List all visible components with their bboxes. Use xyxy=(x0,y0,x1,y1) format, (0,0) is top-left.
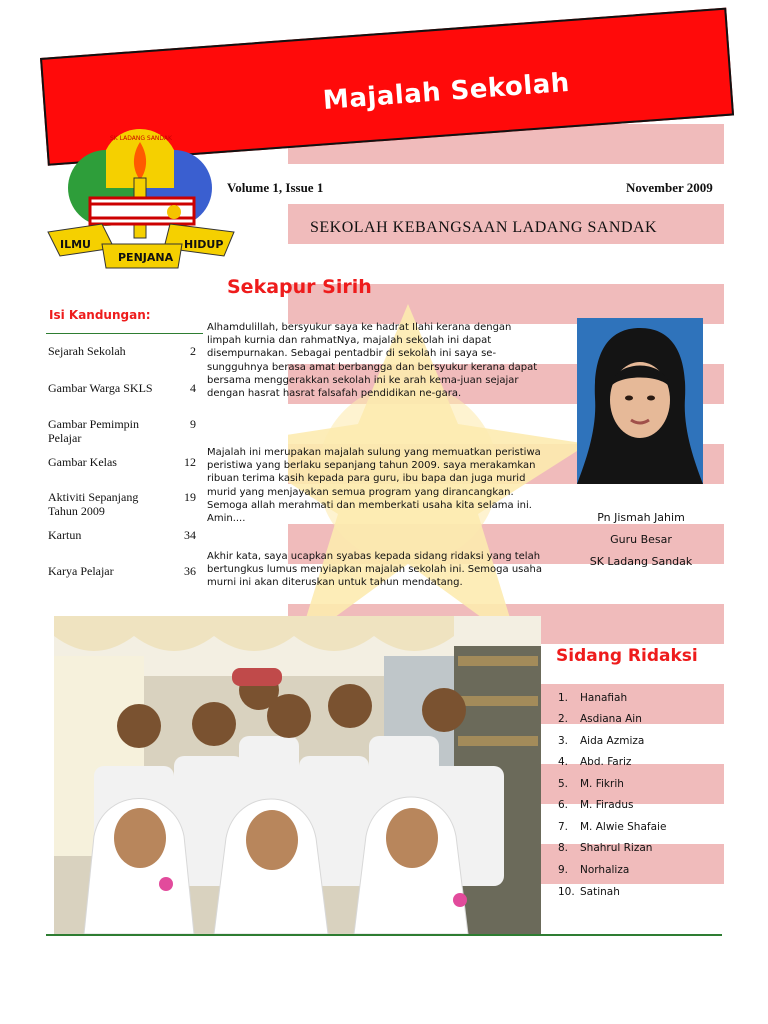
list-item xyxy=(558,821,666,833)
sekapur-heading: Sekapur Sirih xyxy=(227,276,372,298)
school-logo xyxy=(44,128,240,274)
list-item xyxy=(558,692,627,704)
list-item xyxy=(558,886,620,898)
list-item-number: 8. xyxy=(558,842,569,854)
list-item-name: M. Fikrih xyxy=(580,778,624,790)
toc-item-label: Sejarah Sekolah xyxy=(48,344,126,358)
logo-word-penjana: PENJANA xyxy=(118,251,174,264)
school-name: SEKOLAH KEBANGSAAN LADANG SANDAK xyxy=(310,219,658,236)
toc-item-page: 36 xyxy=(184,564,196,578)
toc-item-label: Gambar Warga SKLS xyxy=(48,381,153,395)
toc-item-label: Aktiviti Sepanjang Tahun 2009 xyxy=(48,490,139,518)
logo-arc-text: SK LADANG SANDAK xyxy=(110,135,172,142)
toc-item-page: 12 xyxy=(184,455,196,469)
toc-item-page: 19 xyxy=(184,490,196,504)
list-item-name: M. Alwie Shafaie xyxy=(580,821,667,833)
headmistress-role: Guru Besar xyxy=(610,533,672,546)
logo-word-hidup: HIDUP xyxy=(184,238,224,251)
editorial-board-heading: Sidang Ridaksi xyxy=(556,646,698,666)
toc-divider xyxy=(46,333,203,334)
list-item-name: Hanafiah xyxy=(580,692,628,704)
list-item-number: 4. xyxy=(558,756,569,768)
list-item-number: 2. xyxy=(558,713,569,725)
editorial-team-photo xyxy=(54,616,541,934)
list-item-number: 6. xyxy=(558,799,569,811)
toc-item[interactable] xyxy=(48,564,196,578)
sekapur-paragraph-3: Akhir kata, saya ucapkan syabas kepada sidang ridaksi yang telah bertungkus lumus menyiapkan majalah sekolah ini. Semoga usaha murni ini akan diteruskan untuk tahun mendatang. xyxy=(207,551,542,589)
list-item-name: Aida Azmiza xyxy=(580,735,645,747)
list-item-number: 7. xyxy=(558,821,569,833)
list-item-name: Norhaliza xyxy=(580,864,630,876)
list-item xyxy=(558,778,624,790)
toc-item-label: Kartun xyxy=(48,528,82,542)
sekapur-paragraph-2: Majalah ini merupakan majalah sulung yang memuatkan peristiwa peristiwa yang berlaku sepanjang tahun 2009. saya merakamkan ribuan terima kasih kepada para guru, ibu bapa dan juga murid murid yang menjayakan semua program yang dirancangkan. Semoga allah merahmati dan memberkati usaha kita selama ini. Amin.... xyxy=(207,447,541,525)
list-item-name: M. Firadus xyxy=(580,799,634,811)
magazine-title: Majalah Sekolah xyxy=(322,67,571,116)
toc-item-page: 34 xyxy=(184,528,196,542)
list-item-number: 1. xyxy=(558,692,569,704)
list-item xyxy=(558,799,633,811)
headmistress-school: SK Ladang Sandak xyxy=(589,555,693,568)
toc-heading: Isi Kandungan: xyxy=(49,308,151,322)
toc-item[interactable] xyxy=(48,490,196,518)
sekapur-paragraph-1: Alhamdulillah, bersyukur saya ke hadrat Ilahi kerana dengan limpah kurnia dan rahmatNya, majalah sekolah ini dapat disempurnakan. Sebagai pentadbir di sekolah ini saya se-sungguhnya berasa amat berbangga dan bersyukur kerana dapat bersama menggerakkan sekolah ini ke arah kema-juan sejajar dengan hasrat hasrat falsafah pendidikan ne-gara. xyxy=(207,322,538,400)
list-item-number: 3. xyxy=(558,735,569,747)
toc-item-page: 4 xyxy=(190,381,196,395)
toc-item[interactable] xyxy=(48,381,196,395)
list-item-name: Satinah xyxy=(580,886,620,898)
headmistress-name: Pn Jismah Jahim xyxy=(597,511,685,524)
issue-volume: Volume 1, Issue 1 xyxy=(227,180,324,195)
toc-item[interactable] xyxy=(48,344,196,358)
list-item-number: 9. xyxy=(558,864,569,876)
toc-item-label: Gambar Pemimpin Pelajar xyxy=(48,417,139,445)
toc-item[interactable] xyxy=(48,417,196,445)
list-item-number: 10. xyxy=(558,886,575,898)
toc-item-page: 2 xyxy=(190,344,196,358)
list-item-name: Abd. Fariz xyxy=(580,756,632,768)
toc-item-label: Gambar Kelas xyxy=(48,455,117,469)
toc-item-label: Karya Pelajar xyxy=(48,564,114,578)
list-item-name: Shahrul Rizan xyxy=(580,842,653,854)
list-item xyxy=(558,842,652,854)
list-item xyxy=(558,864,629,876)
toc-item-page: 9 xyxy=(190,417,196,431)
list-item xyxy=(558,735,644,747)
bottom-divider xyxy=(46,934,722,936)
toc-item[interactable] xyxy=(48,455,196,469)
logo-word-ilmu: ILMU xyxy=(60,238,91,251)
list-item-number: 5. xyxy=(558,778,569,790)
issue-date: November 2009 xyxy=(626,180,713,195)
list-item xyxy=(558,756,631,768)
list-item xyxy=(558,713,642,725)
list-item-name: Asdiana Ain xyxy=(580,713,642,725)
toc-item[interactable] xyxy=(48,528,196,542)
headmistress-photo xyxy=(577,318,703,484)
